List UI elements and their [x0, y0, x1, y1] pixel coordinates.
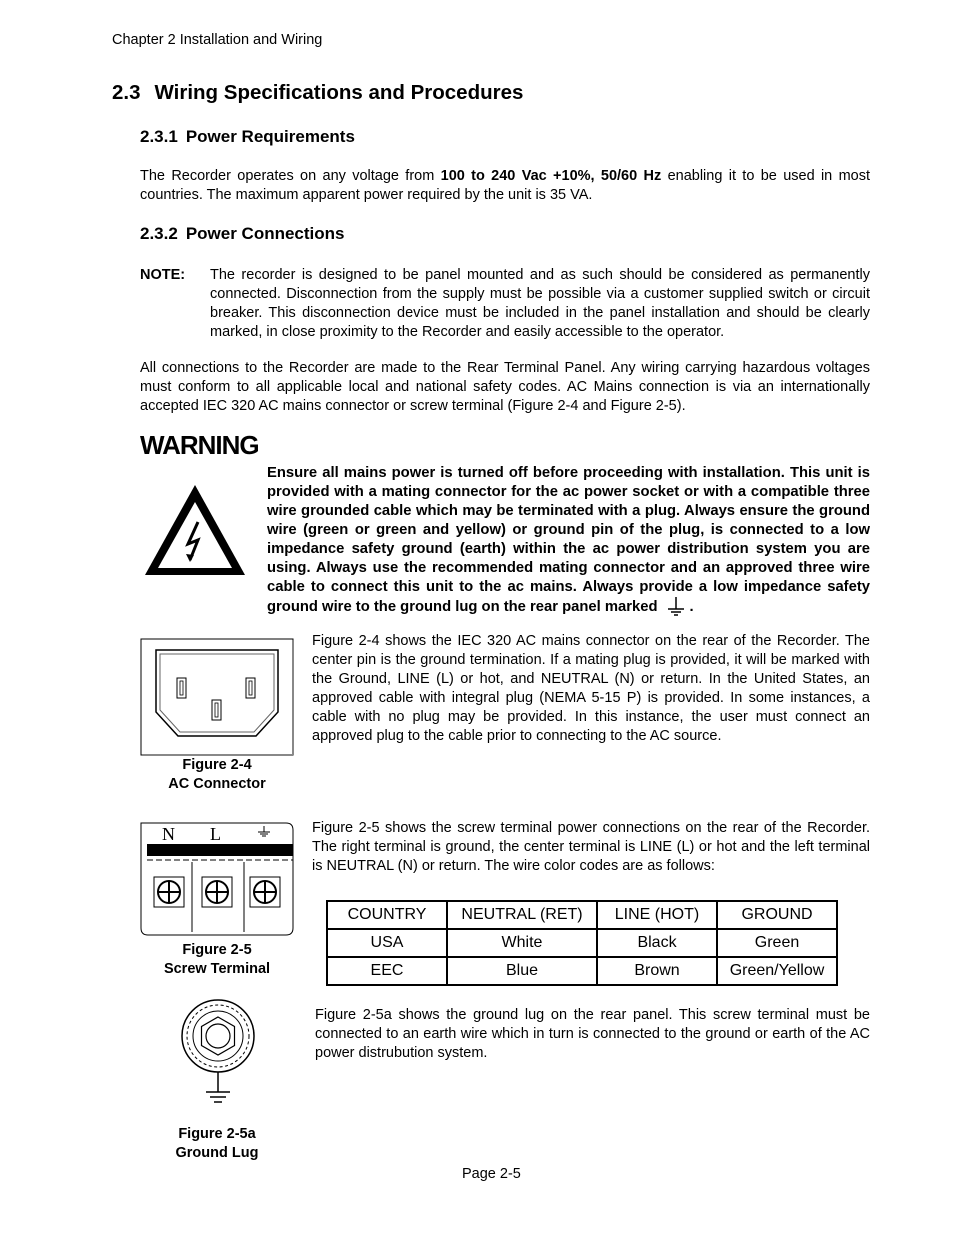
note-text: The recorder is designed to be panel mounted and as such should be considered as permanently connected. Disconnection from the supply must be possible via a customer supplied switch or circuit breaker. This disconnection device must be included in the panel installation and should be clearly marked, in close proximity to the Recorder and easily accessible to the operator. — [210, 267, 870, 340]
note-label: NOTE: — [140, 267, 186, 283]
power-requirements-paragraph — [140, 167, 870, 205]
table-header-cell: NEUTRAL (RET) — [447, 901, 597, 929]
ac-connector-paragraph: Figure 2-4 shows the IEC 320 AC mains connector on the rear of the Recorder. The center pin is the ground termination. If a mating plug is provided, it will be marked with the Ground, LINE (L) or hot, and NEUTRAL (N) or return. In the United States, an approved cable with integral plug (NEMA 5-15 P) is provided. In some instances, a cable with no plug may be provided. In this instance, the user must connect an approved plug to the cable prior to connecting to the AC source. — [312, 633, 870, 744]
table-header-cell: LINE (HOT) — [597, 901, 717, 929]
screw-terminal-paragraph: Figure 2-5 shows the screw terminal power connections on the rear of the Recorder. The right terminal is ground, the center terminal is LINE (L) or hot and the left terminal is NEUTRAL (N) or return. The wire color codes are as follows: — [312, 820, 870, 874]
table-cell: USA — [327, 929, 447, 957]
high-voltage-warning-icon — [142, 482, 248, 583]
terminal-label-l: L — [210, 824, 221, 844]
section-title: Wiring Specifications and Procedures — [154, 81, 524, 104]
connections-paragraph: All connections to the Recorder are made to the Rear Terminal Panel. Any wiring carrying hazardous voltages must conform to all applicable local and national safety codes. AC Mains connection is via an internationally accepted IEC 320 AC mains connector or screw terminal (Figure 2-4 and Figure 2-5). — [140, 360, 870, 414]
warning-text-end: . — [689, 599, 694, 615]
table-cell: EEC — [327, 957, 447, 985]
subsection-number: 2.3.1 — [140, 127, 178, 146]
subsection-title: Power Requirements — [185, 127, 355, 146]
ground-lug-paragraph: Figure 2-5a shows the ground lug on the rear panel. This screw terminal must be connected to an earth wire which in turn is connected to the ground or earth of the AC power distrubution system. — [315, 1007, 870, 1061]
table-row — [327, 957, 837, 985]
table-header-cell: COUNTRY — [327, 901, 447, 929]
table-cell: Black — [597, 929, 717, 957]
table-cell: Brown — [597, 957, 717, 985]
subsection-title: Power Connections — [185, 224, 345, 243]
table-header-row — [327, 901, 837, 929]
ground-symbol-icon — [258, 826, 270, 836]
figure-number: Figure 2-5 — [182, 942, 252, 958]
table-cell: White — [447, 929, 597, 957]
screw-terminal-figure — [140, 822, 294, 941]
figure-title: Ground Lug — [175, 1145, 259, 1161]
wire-color-table — [326, 900, 838, 986]
terminal-label-n: N — [162, 824, 175, 844]
page-header: Chapter 2 Installation and Wiring — [112, 32, 323, 48]
text-run: enabling it to be used in most countries. The maximum apparent power required by the unit is 35 VA. — [140, 168, 870, 203]
warning-text — [267, 464, 870, 623]
figure-caption — [140, 1125, 294, 1163]
warning-text-run: Ensure all mains power is turned off before proceeding with installation. This unit is provided with a mating connector for the ac power socket or with a compatible three wire grounded cable which may be terminated with a plug. Always ensure the ground wire (green or green and yellow) or ground pin of the plug, is connected to a low impedance safety ground (earth) within the ac power distribution system you are using. Always use the recommended mating connector and an approved three wire cable to connect this unit to the ac mains. Always provide a low impedance safety ground wire to the ground lug on the rear panel marked — [267, 465, 870, 615]
figure-caption — [140, 756, 294, 794]
section-number: 2.3 — [112, 81, 141, 104]
text-run: The Recorder operates on any voltage from — [140, 168, 441, 184]
section-heading — [112, 81, 537, 105]
ac-connector-figure — [140, 638, 294, 761]
subsection-number: 2.3.2 — [140, 224, 178, 243]
table-cell: Blue — [447, 957, 597, 985]
figure-number: Figure 2-4 — [182, 757, 252, 773]
figure-title: Screw Terminal — [163, 961, 271, 977]
figure-title: AC Connector — [168, 776, 266, 792]
voltage-spec: 100 to 240 Vac +10%, 50/60 Hz — [440, 168, 662, 184]
table-row — [327, 929, 837, 957]
subsection-heading-power-connections — [140, 224, 353, 244]
subsection-heading-power-requirements — [140, 127, 363, 147]
warning-heading: WARNING — [140, 430, 259, 460]
ground-symbol-icon — [666, 597, 686, 623]
page-number: Page 2-5 — [462, 1166, 521, 1182]
ground-lug-figure — [176, 998, 260, 1113]
table-header-cell: GROUND — [717, 901, 837, 929]
table-cell: Green/Yellow — [717, 957, 837, 985]
figure-caption — [140, 941, 294, 979]
table-cell: Green — [717, 929, 837, 957]
figure-number: Figure 2-5a — [178, 1126, 256, 1142]
